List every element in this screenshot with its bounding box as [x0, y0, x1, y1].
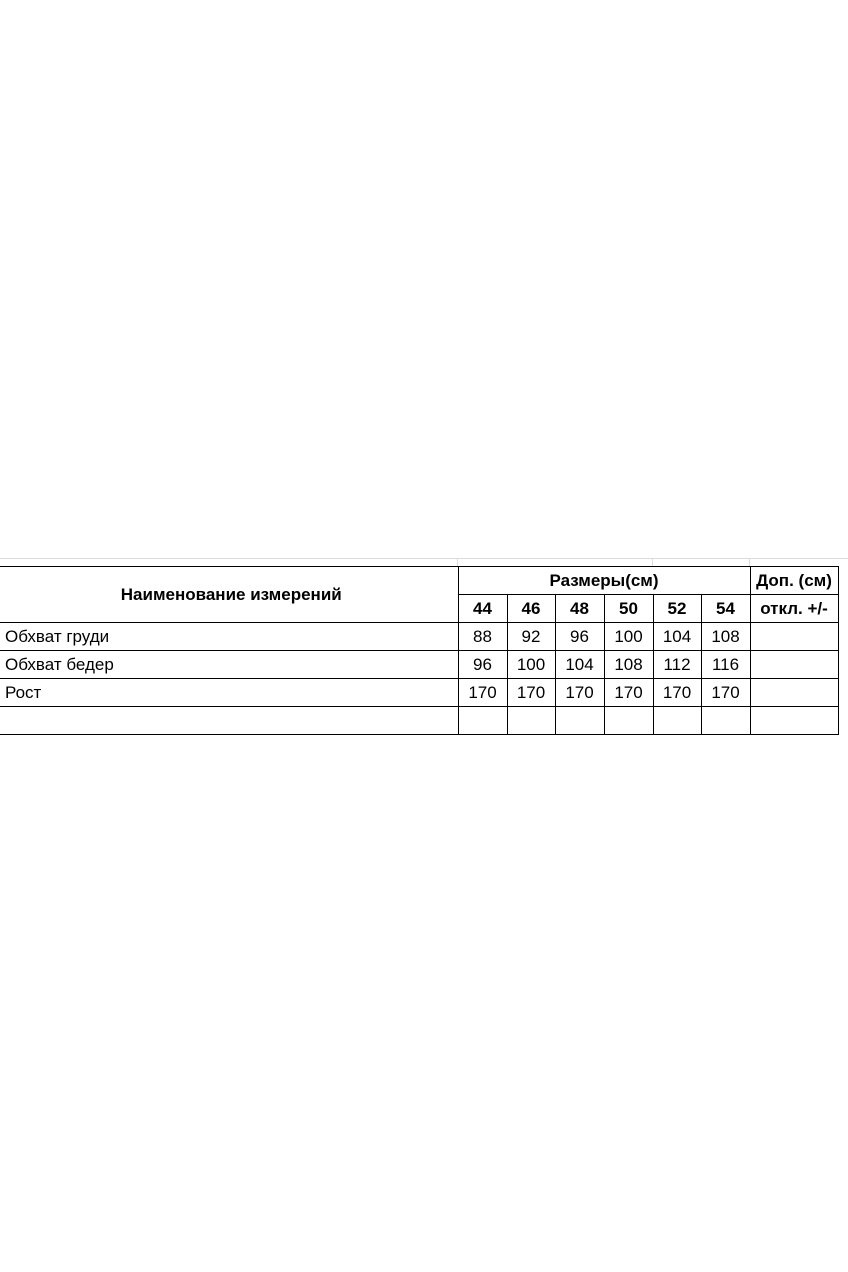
table-row	[0, 679, 838, 707]
size-table	[0, 566, 839, 735]
table-cell: 104	[555, 651, 604, 679]
gridline	[652, 558, 653, 566]
table-cell	[701, 707, 750, 735]
extra-cell	[750, 623, 838, 651]
header-size: 46	[507, 595, 555, 623]
table-cell	[458, 707, 507, 735]
extra-cell	[750, 707, 838, 735]
table-cell: 170	[507, 679, 555, 707]
table-cell: 92	[507, 623, 555, 651]
table-cell: 108	[604, 651, 653, 679]
gridline-top	[0, 558, 848, 559]
row-label: Обхват груди	[0, 623, 458, 651]
table-cell: 104	[653, 623, 701, 651]
table-cell: 100	[604, 623, 653, 651]
table-cell: 96	[458, 651, 507, 679]
table-cell: 170	[604, 679, 653, 707]
row-label	[0, 707, 458, 735]
table-row-cutoff	[0, 707, 838, 735]
table-cell: 170	[555, 679, 604, 707]
table-cell	[653, 707, 701, 735]
header-size: 50	[604, 595, 653, 623]
table-cell: 170	[653, 679, 701, 707]
header-size: 54	[701, 595, 750, 623]
header-extra-top: Доп. (см)	[750, 567, 838, 595]
header-size: 48	[555, 595, 604, 623]
table-cell: 88	[458, 623, 507, 651]
extra-cell	[750, 679, 838, 707]
header-measurement-name: Наименование измерений	[0, 567, 458, 623]
table-cell: 116	[701, 651, 750, 679]
gridline	[457, 558, 458, 566]
row-label: Рост	[0, 679, 458, 707]
table-cell: 170	[701, 679, 750, 707]
table-cell: 100	[507, 651, 555, 679]
table-row	[0, 651, 838, 679]
table-cell: 96	[555, 623, 604, 651]
table-cell	[604, 707, 653, 735]
extra-cell	[750, 651, 838, 679]
gridline	[749, 558, 750, 566]
header-extra-bottom: откл. +/-	[750, 595, 838, 623]
table-cell: 170	[458, 679, 507, 707]
size-chart	[0, 558, 848, 718]
header-sizes-group: Размеры(см)	[458, 567, 750, 595]
table-cell: 112	[653, 651, 701, 679]
header-size: 44	[458, 595, 507, 623]
table-row	[0, 623, 838, 651]
table-cell	[555, 707, 604, 735]
row-label: Обхват бедер	[0, 651, 458, 679]
header-row-1	[0, 567, 838, 595]
header-size: 52	[653, 595, 701, 623]
table-cell: 108	[701, 623, 750, 651]
table-cell	[507, 707, 555, 735]
